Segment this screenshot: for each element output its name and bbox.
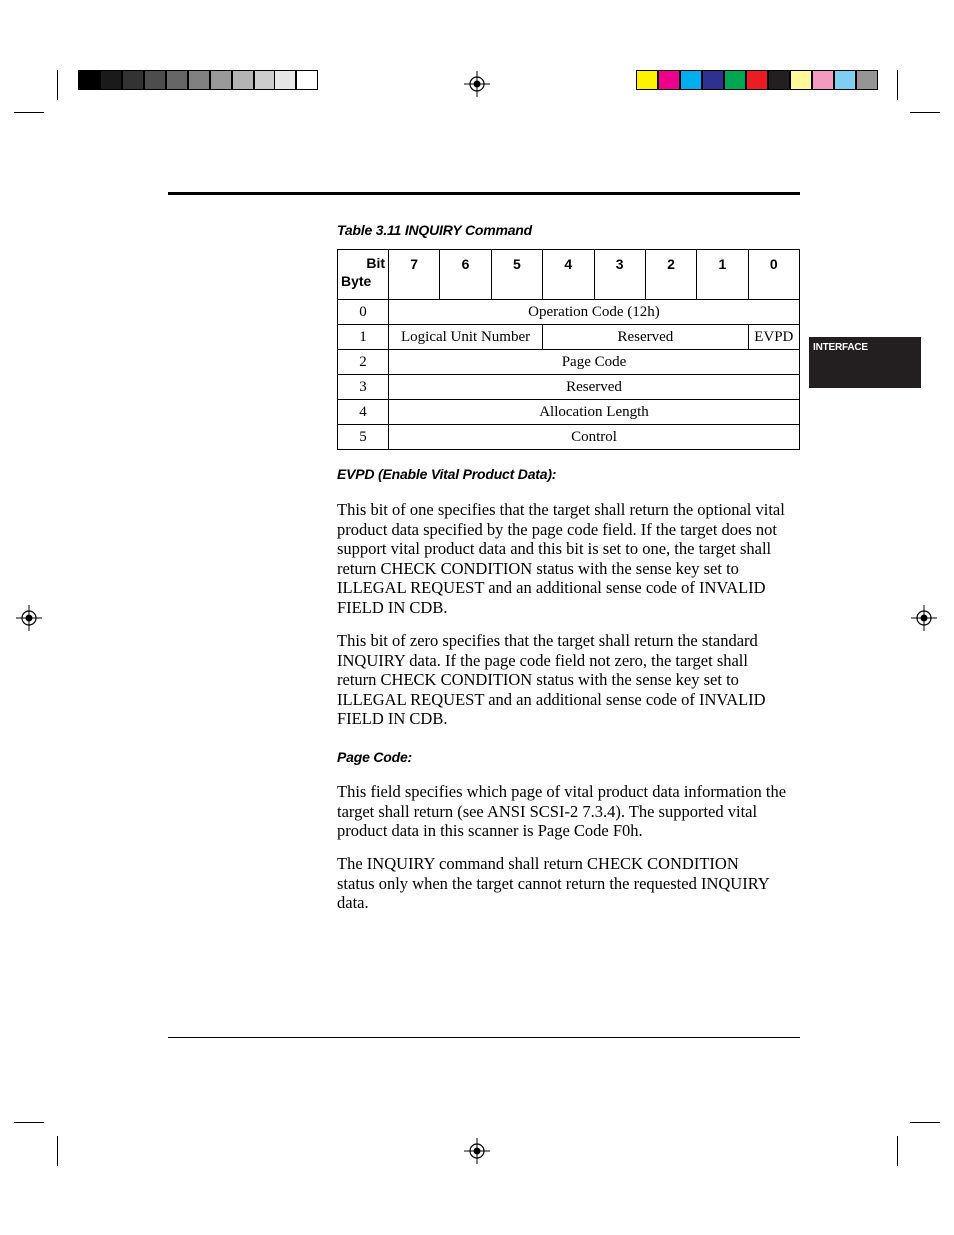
color-swatch	[746, 70, 768, 90]
gray-swatch	[166, 70, 188, 90]
crop-mark	[57, 70, 58, 100]
crop-mark	[910, 1122, 940, 1123]
text-line: product data in this scanner is Page Code F0h.	[337, 821, 643, 840]
text-line: data.	[337, 893, 369, 912]
text-line: This bit of zero specifies that the target shall return the standard	[337, 631, 758, 650]
gray-swatch	[254, 70, 276, 90]
registration-mark-icon	[16, 605, 42, 631]
byte-number: 5	[338, 425, 389, 450]
byte-number: 4	[338, 400, 389, 425]
field-cell: Allocation Length	[389, 400, 800, 425]
table-row	[338, 425, 800, 450]
field-cell: Operation Code (12h)	[389, 300, 800, 325]
page-code-heading: Page Code:	[337, 749, 413, 765]
evpd-heading: EVPD (Enable Vital Product Data):	[337, 466, 557, 482]
crop-mark	[897, 70, 898, 100]
table-row	[338, 375, 800, 400]
bit-byte-header	[338, 250, 389, 300]
field-cell: Control	[389, 425, 800, 450]
table-row	[338, 300, 800, 325]
color-swatch	[658, 70, 680, 90]
text-line: FIELD IN CDB.	[337, 597, 448, 617]
crop-mark	[14, 112, 44, 113]
bit-header: 5	[491, 250, 542, 300]
bit-header: 1	[697, 250, 748, 300]
gray-swatch	[210, 70, 232, 90]
table-header-row	[338, 250, 800, 300]
text-line: support vital product data and this bit is set to one, the target shall	[337, 539, 772, 558]
color-swatch	[856, 70, 878, 90]
text-line: target shall return (see ANSI SCSI-2 7.3.4). The supported vital	[337, 801, 758, 821]
bit-header: 7	[389, 250, 440, 300]
header-rule	[168, 192, 800, 195]
footer-rule	[168, 1037, 800, 1038]
gray-swatch	[122, 70, 144, 90]
crop-mark	[14, 1122, 44, 1123]
text-line: ILLEGAL REQUEST and an additional sense code of INVALID	[337, 689, 766, 709]
gray-swatch	[144, 70, 166, 90]
text-line: product data specified by the page code field. If the target does not	[337, 519, 777, 539]
bit-header: 6	[440, 250, 491, 300]
byte-number: 1	[338, 325, 389, 350]
gray-swatch	[100, 70, 122, 90]
text-line: return CHECK CONDITION status with the sense key set to	[337, 670, 739, 689]
gray-swatch	[78, 70, 100, 90]
bit-header: 4	[543, 250, 594, 300]
evpd-paragraph-one	[337, 500, 807, 617]
text-line: return CHECK CONDITION status with the sense key set to	[337, 558, 739, 578]
table-caption: Table 3.11 INQUIRY Command	[337, 222, 533, 238]
field-cell: Page Code	[389, 350, 800, 375]
field-cell: Reserved	[543, 325, 749, 350]
color-swatch	[636, 70, 658, 90]
text-line: FIELD IN CDB.	[337, 709, 448, 728]
color-swatch	[680, 70, 702, 90]
text-line: status only when the target cannot return the requested INQUIRY	[337, 873, 770, 893]
field-cell: Reserved	[389, 375, 800, 400]
color-swatch	[790, 70, 812, 90]
gray-swatch	[274, 70, 296, 90]
byte-label: Byte	[341, 273, 372, 289]
gray-swatch	[232, 70, 254, 90]
registration-mark-icon	[464, 71, 490, 97]
byte-number: 3	[338, 375, 389, 400]
color-swatch	[724, 70, 746, 90]
crop-mark	[57, 1136, 58, 1166]
bit-header: 2	[645, 250, 696, 300]
registration-mark-icon	[911, 605, 937, 631]
bit-header: 0	[748, 250, 799, 300]
section-tab-label: INTERFACE	[813, 342, 868, 353]
field-cell: Logical Unit Number	[389, 325, 543, 350]
color-swatch	[768, 70, 790, 90]
text-line: INQUIRY data. If the page code field not zero, the target shall	[337, 650, 748, 670]
byte-number: 2	[338, 350, 389, 375]
text-line: This field specifies which page of vital product data information the	[337, 782, 787, 801]
evpd-paragraph-two	[337, 631, 807, 729]
byte-number: 0	[338, 300, 389, 325]
page-code-paragraph-one	[337, 782, 807, 841]
text-line: The INQUIRY command shall return CHECK CONDITION	[337, 854, 739, 873]
field-cell: EVPD	[748, 325, 799, 350]
color-swatch	[702, 70, 724, 90]
crop-mark	[897, 1136, 898, 1166]
page-code-paragraph-two	[337, 854, 807, 913]
crop-mark	[910, 112, 940, 113]
color-swatch	[812, 70, 834, 90]
inquiry-command-table	[337, 249, 800, 450]
text-line: This bit of one specifies that the target shall return the optional vital	[337, 500, 785, 519]
table-row	[338, 400, 800, 425]
color-swatch	[834, 70, 856, 90]
text-line: ILLEGAL REQUEST and an additional sense code of INVALID	[337, 578, 766, 597]
bit-label: Bit	[366, 255, 385, 271]
gray-swatch	[296, 70, 318, 90]
table-row	[338, 350, 800, 375]
gray-swatch	[188, 70, 210, 90]
bit-header: 3	[594, 250, 645, 300]
table-row	[338, 325, 800, 350]
section-tab	[809, 337, 921, 388]
registration-mark-icon	[464, 1138, 490, 1164]
